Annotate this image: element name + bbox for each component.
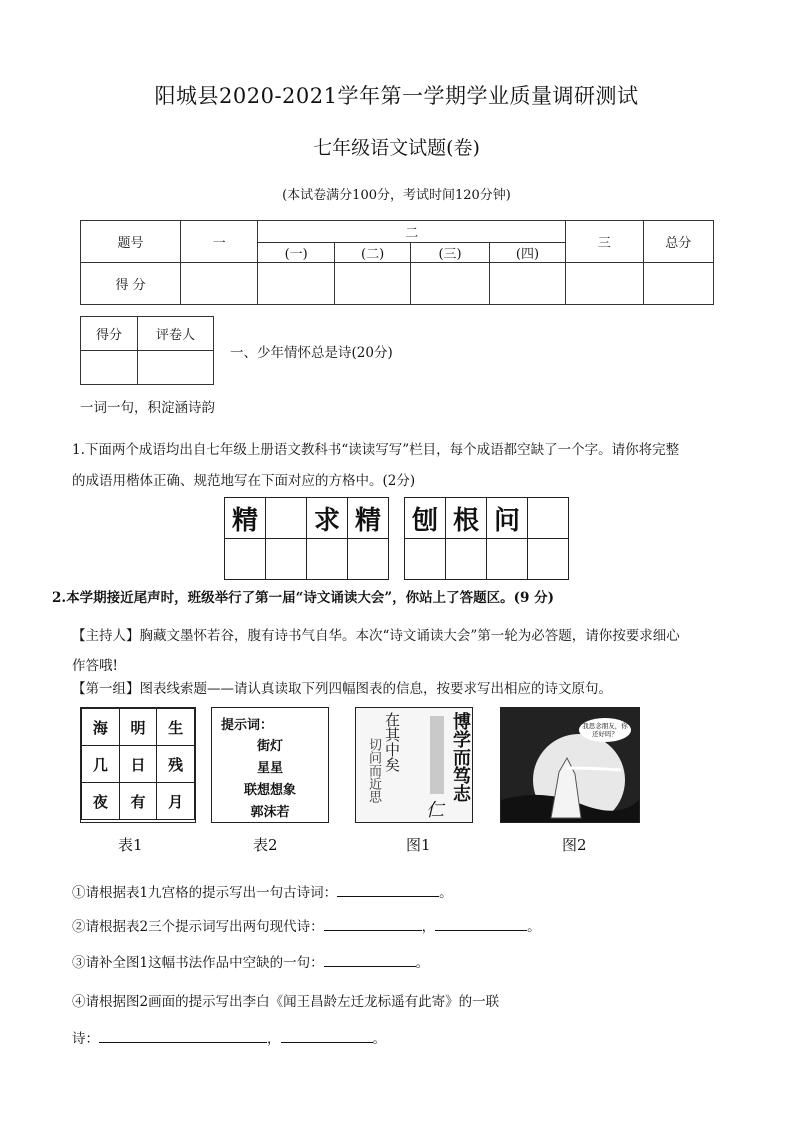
score-cell[interactable] [643, 263, 713, 305]
grid1-char: 求 [307, 498, 348, 539]
grid1-char[interactable] [266, 498, 307, 539]
host-line1: 【主持人】胸藏文墨怀若谷，腹有诗书气自华。本次“诗文诵读大会”第一轮为必答题，请你按要求细心 [72, 628, 680, 644]
subq1-text: ①请根据表1九宫格的提示写出一句古诗词： [72, 885, 338, 901]
score-header-total: 总分 [643, 221, 713, 263]
q1-text-line2: 的成语用楷体正确、规范地写在下面对应的方格中。(2分) [72, 473, 416, 489]
score-cell[interactable] [334, 263, 410, 305]
figure1-calligraphy [355, 707, 473, 823]
score-cell[interactable] [566, 263, 643, 305]
subq2 [72, 918, 541, 935]
idiom-grid-1 [224, 497, 389, 580]
nine-cell: 几 [82, 746, 120, 783]
subq2-text: ②请根据表2三个提示词写出两句现代诗： [72, 919, 324, 935]
answer-blank[interactable] [324, 918, 422, 931]
grid2-answer-cell[interactable] [405, 539, 446, 580]
nine-cell: 日 [119, 746, 157, 783]
exam-title: 阳城县2020-2021学年第一学期学业质量调研测试 [154, 84, 639, 108]
score-row-label: 得 分 [81, 263, 181, 305]
grid2-answer-cell[interactable] [528, 539, 569, 580]
nine-cell: 夜 [82, 783, 120, 820]
calligraphy-column: 切问而近思 [366, 738, 381, 803]
period-mark: 。 [439, 885, 453, 901]
exam-subtitle: 七年级语文试题(卷) [313, 137, 480, 159]
calligraphy-char: 仁 [426, 800, 444, 821]
grid1-answer-cell[interactable] [266, 539, 307, 580]
host-line2: 作答哦! [72, 658, 118, 674]
score-header-part3: 三 [566, 221, 643, 263]
grid2-answer-cell[interactable] [487, 539, 528, 580]
score-sub-4: (四) [489, 243, 565, 263]
nine-cell: 海 [82, 709, 120, 746]
comma-mark: ， [267, 1031, 281, 1047]
grader-name-label: 评卷人 [138, 317, 214, 351]
score-header-part2: 二 [258, 221, 566, 243]
answer-blank[interactable] [281, 1030, 373, 1043]
score-header-label: 题号 [81, 221, 181, 263]
score-sub-1: (一) [258, 243, 334, 263]
calligraphy-blank-strip [430, 716, 444, 794]
hint-word: 联想想象 [243, 783, 296, 798]
score-sub-3: (三) [411, 243, 489, 263]
table2-hints [211, 707, 329, 823]
figure2-moon-picture [500, 707, 640, 823]
subq1 [72, 884, 453, 901]
period-mark: 。 [372, 1031, 386, 1047]
score-header-part1: 一 [181, 221, 258, 263]
score-cell[interactable] [489, 263, 565, 305]
hint-word: 星星 [256, 761, 283, 776]
grader-score-cell[interactable] [81, 351, 138, 385]
grader-score-label: 得分 [81, 317, 138, 351]
grid1-answer-cell[interactable] [225, 539, 266, 580]
idiom-grid-2 [404, 497, 569, 580]
subq3-text: ③请补全图1这幅书法作品中空缺的一句： [72, 955, 324, 971]
score-cell[interactable] [181, 263, 258, 305]
comma-mark: ， [421, 919, 436, 935]
grid2-char: 问 [487, 498, 528, 539]
subq4-line2 [72, 1030, 386, 1047]
caption-figure2: 图2 [562, 836, 587, 854]
subq4-text: 诗： [72, 1031, 99, 1047]
calligraphy-column: 博学而笃志 [450, 712, 471, 802]
period-mark: 。 [415, 955, 430, 971]
nine-cell: 残 [157, 746, 195, 783]
caption-table1: 表1 [118, 836, 143, 854]
nine-cell: 明 [119, 709, 157, 746]
subq4-line1: ④请根据图2画面的提示写出李白《闻王昌龄左迁龙标遥有此寄》的一联 [72, 994, 500, 1010]
table2-title: 提示词： [221, 718, 274, 733]
grid1-answer-cell[interactable] [348, 539, 389, 580]
score-cell[interactable] [411, 263, 489, 305]
caption-figure1: 图1 [406, 836, 431, 854]
hint-word: 郭沫若 [250, 805, 290, 820]
grader-name-cell[interactable] [138, 351, 214, 385]
answer-blank[interactable] [324, 954, 416, 967]
exam-note: (本试卷满分100分，考试时间120分钟) [282, 188, 511, 203]
grid2-char[interactable] [528, 498, 569, 539]
answer-blank[interactable] [435, 918, 527, 931]
grid2-char: 根 [446, 498, 487, 539]
answer-blank[interactable] [337, 884, 439, 897]
grid2-answer-cell[interactable] [446, 539, 487, 580]
score-sub-2: (二) [334, 243, 410, 263]
section1-title: 一、少年情怀总是诗(20分) [230, 345, 393, 361]
calligraphy-column: 在其中矣 [383, 712, 401, 772]
grid2-char: 刨 [405, 498, 446, 539]
answer-blank[interactable] [99, 1030, 267, 1043]
q1-text-line1: 1.下面两个成语均出自七年级上册语文教科书“读读写写”栏目，每个成语都空缺了一个字。请你将完整 [72, 442, 680, 458]
nine-cell: 月 [157, 783, 195, 820]
nine-cell: 生 [157, 709, 195, 746]
speech-bubble-text: 我思念朋友，你还好吗？ [582, 722, 628, 738]
subq3 [72, 954, 429, 971]
caption-table2: 表2 [253, 836, 278, 854]
group1-text: 【第一组】图表线索题——请认真读取下列四幅图表的信息，按要求写出相应的诗文原句。 [72, 681, 612, 697]
section1-intro: 一词一句，积淀涵诗韵 [80, 400, 215, 416]
q2-text: 2.本学期接近尾声时，班级举行了第一届“诗文诵读大会”，你站上了答题区。(9 分) [52, 590, 554, 606]
grid1-answer-cell[interactable] [307, 539, 348, 580]
score-table [80, 220, 714, 305]
score-cell[interactable] [258, 263, 334, 305]
grader-box [80, 316, 214, 385]
period-mark: 。 [527, 919, 541, 935]
hint-word: 街灯 [256, 739, 283, 754]
nine-cell: 有 [119, 783, 157, 820]
grid1-char: 精 [225, 498, 266, 539]
table1-nine-grid [80, 707, 196, 823]
grid1-char: 精 [348, 498, 389, 539]
